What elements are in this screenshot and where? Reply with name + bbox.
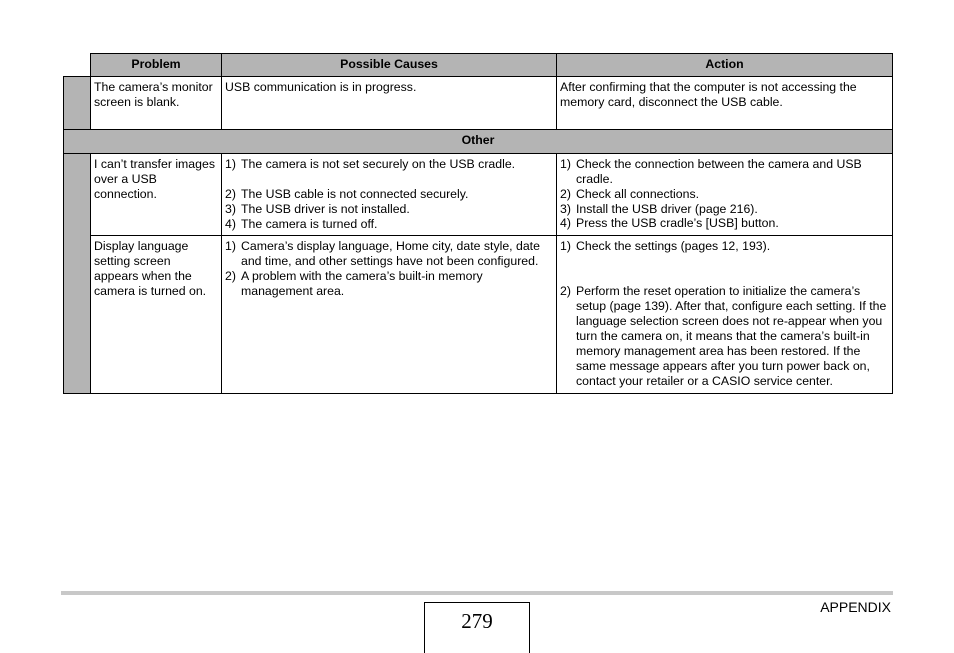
list-item: 2) A problem with the camera’s built-in memory management area. [225,269,483,299]
section-row-other [64,129,893,153]
causes-cell: USB communication is in progress. [222,76,557,129]
list-item: 1) Check the settings (pages 12, 193). [560,239,771,254]
footer-divider [61,591,893,595]
table-row-monitor-blank [64,76,893,129]
causes-cell [222,236,557,393]
table-row-usb-transfer [64,153,893,236]
section-title-other: Other [64,129,893,153]
list-item: 3) The USB driver is not installed. [225,201,410,216]
problem-cell: I can’t transfer images over a USB connection. [91,153,222,236]
header-action: Action [557,54,893,77]
list-item: 1) The camera is not set securely on the USB cradle. [225,156,516,171]
list-item: 3) Install the USB driver (page 216). [560,201,758,216]
action-cell [557,153,893,236]
action-cell [557,236,893,393]
problem-cell: Display language setting screen appears when the camera is turned on. [91,236,222,393]
list-item: 4) The camera is turned off. [225,216,378,231]
table-header-row [64,54,893,77]
header-corner [64,54,91,77]
list-item: 2) Check all connections. [560,186,700,201]
header-possible-causes: Possible Causes [222,54,557,77]
list-item: 2) The USB cable is not connected securely. [225,186,469,201]
list-item: 1) Camera’s display language, Home city, date style, date and time, and other settings have not been configured. [225,239,540,269]
side-tab [64,153,91,393]
causes-cell [222,153,557,236]
action-cell: After confirming that the computer is not accessing the memory card, disconnect the USB cable. [557,76,893,129]
list-item: 4) Press the USB cradle’s [USB] button. [560,216,779,231]
list-item: 2) Perform the reset operation to initialize the camera’s setup (page 139). After that, configure each setting. If the language selection screen does not re-appear when you turn the camera on, it means that the camera’s built-in memory management area has been restored. If the same message appears after you turn power back on, contact your retailer or a CASIO service center. [560,284,887,388]
table-row-language-screen [64,236,893,393]
page-number: 279 [424,602,530,653]
list-item: 1) Check the connection between the camera and USB cradle. [560,156,862,186]
header-problem: Problem [91,54,222,77]
troubleshooting-table [63,53,893,394]
section-label: APPENDIX [820,599,891,615]
side-tab [64,76,91,129]
problem-cell: The camera’s monitor screen is blank. [91,76,222,129]
